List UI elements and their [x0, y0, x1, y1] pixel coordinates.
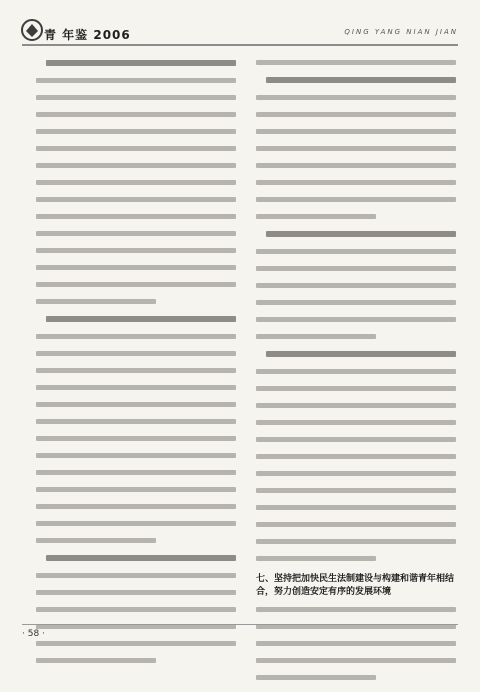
- right-paragraphs: [256, 60, 456, 561]
- header-right-text: QING YANG NIAN JIAN: [344, 28, 458, 36]
- page-number: · 58 ·: [22, 629, 45, 639]
- yearbook-title: 青 年鉴 2006: [44, 28, 131, 42]
- left-paragraphs: [36, 60, 236, 663]
- footer-rule: [22, 624, 458, 625]
- left-column: [36, 60, 236, 675]
- right-paragraphs-2: [256, 607, 456, 680]
- emblem-icon: [20, 18, 44, 42]
- section-heading: 七、坚持把加快民生法制建设与构建和谐青年相结合，努力创造安定有序的发展环境: [256, 574, 455, 597]
- page-header: [0, 0, 480, 50]
- right-column: [256, 60, 456, 692]
- header-rule: [22, 44, 458, 46]
